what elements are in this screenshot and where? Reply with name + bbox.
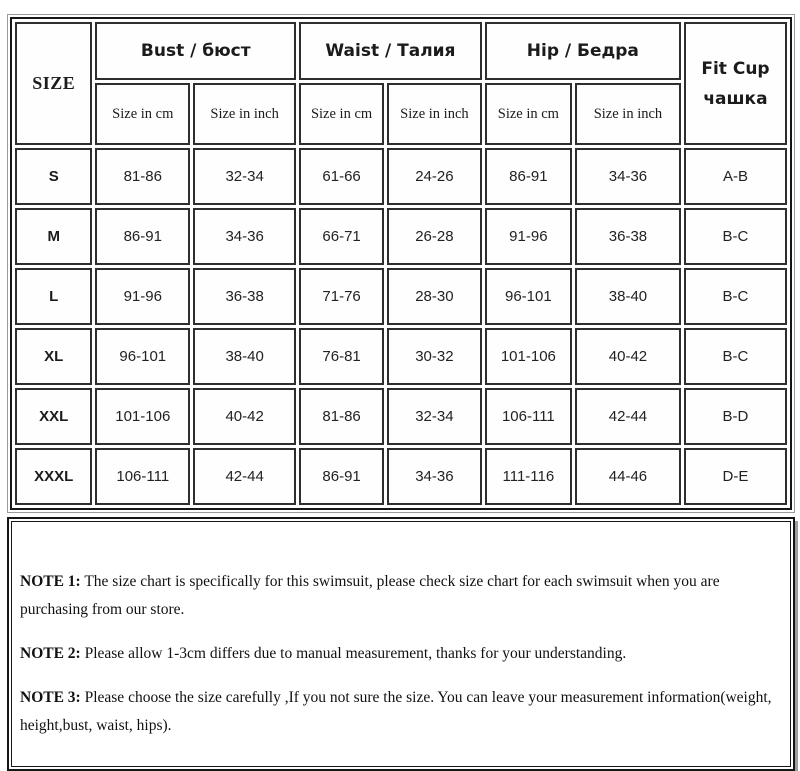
note-3 (20, 684, 776, 740)
bust-inch-value: 42-44 (193, 448, 296, 505)
bust-cm-value: 106-111 (95, 448, 190, 505)
size-row-xl (15, 328, 787, 385)
waist-cm-value: 86-91 (299, 448, 384, 505)
bust-cm-value: 101-106 (95, 388, 190, 445)
waist-cm-value: 71-76 (299, 268, 384, 325)
fit-cup-header (684, 22, 787, 145)
hip-inch-value: 42-44 (575, 388, 681, 445)
waist-cm-subheader: Size in cm (299, 83, 384, 145)
note-1-text: The size chart is specifically for this swimsuit, please check size chart for each swimsuit when you are purchasing from our store. (20, 573, 720, 618)
notes-content (11, 521, 791, 767)
fit-cup-value: D-E (684, 448, 787, 505)
bust-cm-subheader: Size in cm (95, 83, 190, 145)
size-label: M (15, 208, 92, 265)
size-chart-table-frame (7, 14, 795, 513)
size-row-s (15, 148, 787, 205)
hip-inch-value: 44-46 (575, 448, 681, 505)
waist-cm-value: 66-71 (299, 208, 384, 265)
waist-inch-value: 32-34 (387, 388, 482, 445)
waist-inch-value: 34-36 (387, 448, 482, 505)
waist-inch-value: 26-28 (387, 208, 482, 265)
size-label: S (15, 148, 92, 205)
fit-cup-value: B-D (684, 388, 787, 445)
size-label: XL (15, 328, 92, 385)
bust-inch-value: 38-40 (193, 328, 296, 385)
waist-group-header: Waist / Талия (299, 22, 482, 80)
waist-inch-value: 28-30 (387, 268, 482, 325)
hip-inch-value: 40-42 (575, 328, 681, 385)
size-column-header: SIZE (15, 22, 92, 145)
note-2-text: Please allow 1-3cm differs due to manual measurement, thanks for your understanding. (80, 645, 627, 662)
fit-cup-header-line1: Fit Cup (701, 58, 770, 79)
size-row-m (15, 208, 787, 265)
bust-inch-value: 36-38 (193, 268, 296, 325)
hip-group-header: Hip / Бедра (485, 22, 681, 80)
fit-cup-value: A-B (684, 148, 787, 205)
sub-header-row (15, 83, 787, 145)
hip-cm-value: 106-111 (485, 388, 572, 445)
hip-cm-subheader: Size in cm (485, 83, 572, 145)
bust-cm-value: 86-91 (95, 208, 190, 265)
bust-cm-value: 96-101 (95, 328, 190, 385)
note-2-label: NOTE 2: (20, 645, 81, 662)
note-1 (20, 568, 776, 624)
note-3-label: NOTE 3: (20, 689, 81, 706)
hip-cm-value: 91-96 (485, 208, 572, 265)
waist-inch-subheader: Size in inch (387, 83, 482, 145)
waist-cm-value: 81-86 (299, 388, 384, 445)
waist-inch-value: 30-32 (387, 328, 482, 385)
fit-cup-header-line2: чашка (703, 88, 768, 109)
bust-inch-value: 40-42 (193, 388, 296, 445)
waist-cm-value: 61-66 (299, 148, 384, 205)
hip-cm-value: 111-116 (485, 448, 572, 505)
bust-inch-value: 34-36 (193, 208, 296, 265)
fit-cup-value: B-C (684, 208, 787, 265)
hip-cm-value: 101-106 (485, 328, 572, 385)
note-3-text: Please choose the size carefully ,If you not sure the size. You can leave your measurement information(weight, height,bust, waist, hips). (20, 689, 772, 734)
bust-cm-value: 91-96 (95, 268, 190, 325)
hip-inch-value: 38-40 (575, 268, 681, 325)
note-2 (20, 640, 776, 668)
hip-cm-value: 86-91 (485, 148, 572, 205)
bust-inch-subheader: Size in inch (193, 83, 296, 145)
size-label: XXL (15, 388, 92, 445)
fit-cup-value: B-C (684, 328, 787, 385)
bust-group-header: Bust / бюст (95, 22, 296, 80)
group-header-row (15, 22, 787, 80)
bust-cm-value: 81-86 (95, 148, 190, 205)
bust-inch-value: 32-34 (193, 148, 296, 205)
hip-cm-value: 96-101 (485, 268, 572, 325)
waist-cm-value: 76-81 (299, 328, 384, 385)
size-label: L (15, 268, 92, 325)
size-chart-table (10, 17, 792, 510)
size-label: XXXL (15, 448, 92, 505)
size-row-xxl (15, 388, 787, 445)
hip-inch-subheader: Size in inch (575, 83, 681, 145)
fit-cup-value: B-C (684, 268, 787, 325)
hip-inch-value: 36-38 (575, 208, 681, 265)
hip-inch-value: 34-36 (575, 148, 681, 205)
waist-inch-value: 24-26 (387, 148, 482, 205)
size-row-l (15, 268, 787, 325)
note-1-label: NOTE 1: (20, 573, 81, 590)
size-row-xxxl (15, 448, 787, 505)
